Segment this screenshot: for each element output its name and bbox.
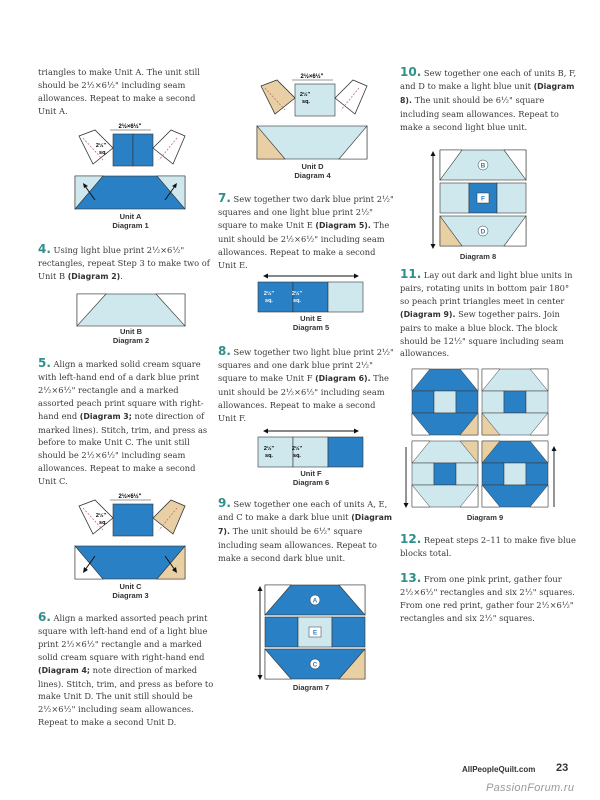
diagram-2-unit-label: Unit B xyxy=(119,327,143,336)
diagram-7-figure xyxy=(255,583,367,683)
step-4 xyxy=(38,243,216,284)
step-8-text: Sew together two light blue print 2½" squares and one dark blue print 2½" square to make Unit F xyxy=(218,347,394,383)
step-6-text: Align a marked assorted peach print square with left-hand end of a light blue print 2½×6½" rectangle and a marked solid cream square with right-hand end xyxy=(38,613,208,662)
step-8-ref: (Diagram 6). xyxy=(315,373,371,383)
diagram-4-dimension: 2½×6½" xyxy=(300,74,324,80)
diagram-5 xyxy=(255,270,367,332)
diagram-2-title: Diagram 2 xyxy=(112,336,150,345)
step-9-text: Sew together one each of units A, E, and C to make a dark blue unit xyxy=(218,499,388,522)
step-6 xyxy=(38,611,216,729)
step-11-ref: (Diagram 9). xyxy=(400,309,456,319)
step-6-text-end: note direction of marked lines). Stitch, trim, and press as before to make Unit D. The unit still should be 2½×6½" including seam allowances. Repeat to make a second Unit D. xyxy=(38,664,214,728)
diagram-4-figure xyxy=(255,70,370,162)
light-unit-top-right xyxy=(482,369,548,435)
intro-paragraph: triangles to make Unit A. The unit still should be 2½×6½" including seam allowances. Repeat to make a second Unit A. xyxy=(38,67,200,116)
step-13-number: 13. xyxy=(400,571,422,585)
diagram-4-title: Diagram 4 xyxy=(294,171,331,180)
step-7 xyxy=(218,192,396,271)
diagram-9 xyxy=(400,365,560,522)
step-7-text: Sew together two dark blue print 2½" squares and one light blue print 2½" square to make Unit E xyxy=(218,194,394,230)
diagram-4 xyxy=(255,70,370,180)
diagram-3-dimension: 2½×6½" xyxy=(118,494,142,500)
diagram-3-title: Diagram 3 xyxy=(112,591,149,600)
watermark: PassionForum.ru xyxy=(486,782,575,794)
diagram-3-caption xyxy=(73,582,188,600)
step-12-text: Repeat steps 2–11 to make five blue blocks total. xyxy=(400,535,576,558)
step-7-number: 7. xyxy=(218,191,231,205)
step-10-text-end: The unit should be 6½" square including seam allowances. Repeat to make a second light blue unit. xyxy=(400,94,559,132)
step-12 xyxy=(400,533,580,560)
step-13-text: From one pink print, gather four 2½×6½" rectangles and six 2½" squares. From one red print, gather four 2½×6½" rectangles and six 2½" squares. xyxy=(400,574,575,623)
diagram-4-caption xyxy=(255,162,370,180)
step-9-text-end: The unit should be 6½" square including seam allowances. Repeat to make a second dark blue unit. xyxy=(218,525,377,563)
step-9 xyxy=(218,497,396,565)
step-4-ref: (Diagram 2) xyxy=(67,271,121,281)
diagram-4-unit-label: Unit D xyxy=(301,162,324,171)
diagram-5-title: Diagram 5 xyxy=(292,323,330,332)
diagram-1 xyxy=(73,120,188,230)
unit-b-label: B xyxy=(480,162,486,170)
unit-f-label: F xyxy=(481,195,485,203)
step-5-ref: (Diagram 3; xyxy=(79,411,132,421)
square-size-label: 2½" xyxy=(291,291,303,297)
diagram-8-figure xyxy=(428,148,528,252)
diagram-3-unit-label: Unit C xyxy=(119,582,142,591)
square-unit-label: sq. xyxy=(99,520,107,526)
light-unit-bottom-left xyxy=(412,441,478,507)
square-size-label: 2½" xyxy=(263,446,275,452)
step-4-text-end: . xyxy=(120,270,123,281)
step-9-ref: (Diagram 7). xyxy=(218,512,393,536)
page-number: 23 xyxy=(556,762,569,774)
step-9-number: 9. xyxy=(218,496,231,510)
footer-site: AllPeopleQuilt.com xyxy=(462,765,536,774)
diagram-9-figure xyxy=(400,365,560,513)
step-10-number: 10. xyxy=(400,65,422,79)
square-unit-label: sq. xyxy=(293,298,301,304)
diagram-3-figure xyxy=(73,490,188,582)
diagram-2-figure xyxy=(76,293,186,327)
square-size-label: 2½" xyxy=(291,446,303,452)
unit-d-label: D xyxy=(480,228,486,236)
step-8-text-end: The unit should be 2½×6½" including seam allowances. Repeat to make a second Unit F. xyxy=(218,372,389,423)
step-11-text-end: Sew together pairs. Join pairs to make a blue block. The block should be 12½" square including seam allowances. xyxy=(400,308,564,359)
step-10-ref: (Diagram 8). xyxy=(400,81,575,105)
diagram-1-title: Diagram 1 xyxy=(112,221,149,230)
step-5-text: Align a marked solid cream square with left-hand end of a dark blue print 2½×6½" rectangle and a marked assorted peach print square with right-hand end xyxy=(38,359,204,421)
diagram-5-caption xyxy=(255,314,367,332)
step-5-number: 5. xyxy=(38,356,51,370)
square-size-label: 2½" xyxy=(95,143,107,149)
diagram-2-caption xyxy=(76,327,186,345)
diagram-6-unit-label: Unit F xyxy=(300,469,322,478)
unit-e-label: E xyxy=(312,629,318,637)
step-10 xyxy=(400,66,580,134)
step-10-text: Sew together one each of units B, F, and D to make a light blue unit xyxy=(400,68,577,91)
step-4-text: Using light blue print 2½×6½" rectangles, repeat Step 3 to make two of Unit B xyxy=(38,245,210,281)
step-4-number: 4. xyxy=(38,242,51,256)
unit-c-label: C xyxy=(312,661,318,669)
dark-unit-bottom-right xyxy=(482,441,548,507)
diagram-7-caption: Diagram 7 xyxy=(292,683,330,692)
diagram-5-unit-label: Unit E xyxy=(300,314,322,323)
diagram-8 xyxy=(428,148,528,261)
step-7-text-end: The unit should be 2½×6½" including seam allowances. Repeat to make a second Unit E. xyxy=(218,219,390,270)
step-6-ref: (Diagram 4; xyxy=(38,665,91,675)
diagram-9-caption: Diagram 9 xyxy=(466,513,504,522)
step-6-number: 6. xyxy=(38,610,51,624)
step-11 xyxy=(400,268,580,360)
diagram-3 xyxy=(73,490,188,600)
step-12-number: 12. xyxy=(400,532,422,546)
square-unit-label: sq. xyxy=(302,99,310,105)
square-unit-label: sq. xyxy=(293,453,301,459)
diagram-6-title: Diagram 6 xyxy=(292,478,330,487)
step-8-number: 8. xyxy=(218,344,231,358)
square-size-label: 2½" xyxy=(95,513,107,519)
diagram-6 xyxy=(255,425,367,487)
diagram-6-caption xyxy=(255,469,367,487)
square-unit-label: sq. xyxy=(265,298,273,304)
diagram-7 xyxy=(255,583,367,692)
step-11-text: Lay out dark and light blue units in pairs, rotating units in bottom pair 180° so peach print triangles meet in center xyxy=(400,270,573,306)
diagram-1-caption xyxy=(73,212,188,230)
square-unit-label: sq. xyxy=(99,150,107,156)
diagram-1-figure xyxy=(73,120,188,212)
diagram-6-figure xyxy=(255,425,367,469)
step-13 xyxy=(400,572,580,625)
unit-a-label: A xyxy=(312,597,318,605)
diagram-1-unit-label: Unit A xyxy=(119,212,142,221)
dark-unit-top-left xyxy=(412,369,478,435)
step-5-text-end: note direction of marked lines). Stitch, trim, and press as before to make Unit C. The unit still should be 2½×6½" including seam allowances. Repeat to make a second Unit C. xyxy=(38,410,208,487)
diagram-2 xyxy=(76,293,186,345)
square-unit-label: sq. xyxy=(265,453,273,459)
step-5 xyxy=(38,357,216,488)
step-7-ref: (Diagram 5). xyxy=(315,220,371,230)
diagram-1-dimension: 2½×6½" xyxy=(118,124,142,130)
square-size-label: 2½" xyxy=(263,291,275,297)
square-size-label: 2½" xyxy=(299,92,311,98)
diagram-5-figure xyxy=(255,270,367,314)
step-8 xyxy=(218,345,396,424)
step-11-number: 11. xyxy=(400,267,422,281)
diagram-8-caption: Diagram 8 xyxy=(459,252,497,261)
